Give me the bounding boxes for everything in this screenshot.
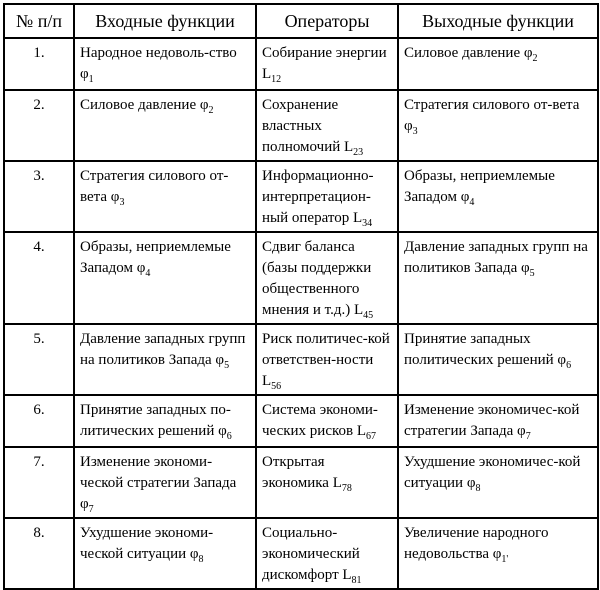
header-operator: Операторы — [256, 4, 398, 38]
operator-cell — [256, 395, 398, 447]
table-row — [4, 161, 598, 232]
input-cell — [74, 395, 256, 447]
operator-subscript: 81 — [351, 575, 362, 586]
operator-cell — [256, 38, 398, 90]
header-output: Выходные функции — [398, 4, 598, 38]
input-cell — [74, 447, 256, 518]
operator-text: Сохранение властных полномочий L — [262, 97, 354, 155]
row-number: 1. — [4, 38, 74, 90]
operator-subscript: 45 — [363, 310, 374, 321]
output-cell — [398, 447, 598, 518]
table-row — [4, 90, 598, 161]
functions-table — [3, 3, 599, 590]
header-input: Входные функции — [74, 4, 256, 38]
operator-text: Открытая экономика L — [262, 454, 342, 491]
input-subscript: 6 — [226, 431, 232, 442]
header-num: № п/п — [4, 4, 74, 38]
output-text: Стратегия силового от-вета φ — [404, 97, 580, 134]
row-number: 3. — [4, 161, 74, 232]
table-row — [4, 324, 598, 395]
output-subscript: 8 — [475, 483, 481, 494]
operator-cell — [256, 90, 398, 161]
output-cell — [398, 324, 598, 395]
input-cell — [74, 518, 256, 589]
output-text: Силовое давление φ — [404, 45, 533, 61]
output-cell — [398, 395, 598, 447]
input-cell — [74, 232, 256, 324]
input-cell — [74, 90, 256, 161]
output-cell — [398, 232, 598, 324]
operator-text: Сдвиг баланса (базы поддержки общественного мнения и т.д.) L — [262, 239, 372, 318]
output-text: Изменение экономичес-кой стратегии Запада φ — [404, 402, 580, 439]
table-row — [4, 395, 598, 447]
input-text: Образы, неприемлемые Западом φ — [80, 239, 231, 276]
output-subscript: 5 — [529, 268, 535, 279]
operator-cell — [256, 324, 398, 395]
output-cell — [398, 90, 598, 161]
table-row — [4, 518, 598, 589]
header-row — [4, 4, 598, 38]
row-number: 4. — [4, 232, 74, 324]
output-text: Увеличение народного недовольства φ — [404, 525, 549, 562]
input-subscript: 1 — [88, 74, 94, 85]
output-cell — [398, 518, 598, 589]
row-number: 7. — [4, 447, 74, 518]
operator-cell — [256, 161, 398, 232]
input-text: Давление западных групп на политиков Запада φ — [80, 331, 246, 368]
input-subscript: 4 — [145, 268, 151, 279]
input-subscript: 5 — [224, 360, 230, 371]
input-cell — [74, 324, 256, 395]
input-subscript: 8 — [198, 554, 204, 565]
input-text: Ухудшение экономи-ческой ситуации φ — [80, 525, 214, 562]
output-text: Ухудшение экономичес-кой ситуации φ — [404, 454, 581, 491]
row-number: 8. — [4, 518, 74, 589]
output-subscript: 3 — [412, 126, 418, 137]
input-cell — [74, 161, 256, 232]
input-text: Народное недоволь-ство φ — [80, 45, 237, 82]
input-text: Изменение экономи-ческой стратегии Запада φ — [80, 454, 237, 512]
operator-subscript: 78 — [341, 483, 352, 494]
input-text: Силовое давление φ — [80, 97, 209, 113]
input-text: Принятие западных по-литических решений φ — [80, 402, 231, 439]
output-text: Образы, неприемлемые Западом φ — [404, 168, 555, 205]
input-subscript: 7 — [88, 504, 94, 515]
operator-text: Система экономи-ческих рисков L — [262, 402, 378, 439]
row-number: 5. — [4, 324, 74, 395]
operator-text: Риск политичес-кой ответствен-ности L — [262, 331, 390, 389]
output-subscript: 6 — [566, 360, 572, 371]
output-cell — [398, 161, 598, 232]
operator-subscript: 12 — [271, 74, 282, 85]
operator-subscript: 56 — [271, 381, 282, 392]
operator-cell — [256, 518, 398, 589]
operator-subscript: 23 — [353, 147, 364, 158]
operator-text: Социально-экономический дискомфорт L — [262, 525, 360, 583]
output-subscript: 7 — [525, 431, 531, 442]
output-subscript: 1' — [501, 554, 509, 565]
operator-cell — [256, 447, 398, 518]
input-cell — [74, 38, 256, 90]
output-text: Принятие западных политических решений φ — [404, 331, 567, 368]
row-number: 2. — [4, 90, 74, 161]
operator-subscript: 67 — [366, 431, 377, 442]
output-text: Давление западных групп на политиков Запада φ — [404, 239, 588, 276]
input-subscript: 3 — [119, 197, 125, 208]
table-row — [4, 38, 598, 90]
output-subscript: 2 — [532, 53, 538, 64]
row-number: 6. — [4, 395, 74, 447]
table-row — [4, 447, 598, 518]
output-subscript: 4 — [469, 197, 475, 208]
output-cell — [398, 38, 598, 90]
operator-cell — [256, 232, 398, 324]
operator-text: Собирание энергии L — [262, 45, 387, 82]
input-text: Стратегия силового от-вета φ — [80, 168, 229, 205]
operator-text: Информационно-интерпретацион-ный оператор L — [262, 168, 374, 226]
table-row — [4, 232, 598, 324]
operator-subscript: 34 — [362, 218, 373, 229]
input-subscript: 2 — [208, 105, 214, 116]
